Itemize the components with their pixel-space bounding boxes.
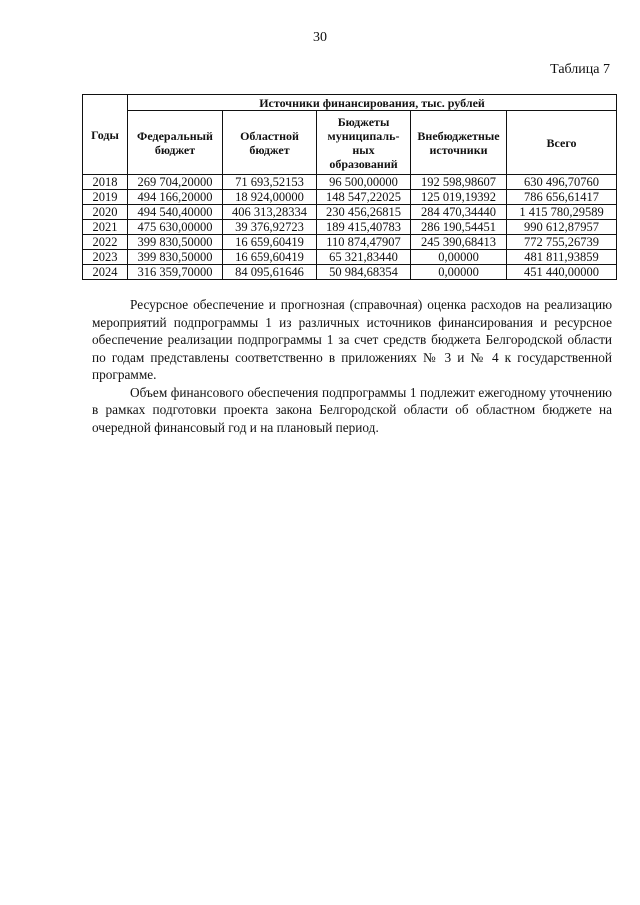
federal-cell: 399 830,50000 xyxy=(128,250,223,265)
year-cell: 2019 xyxy=(83,190,128,205)
regional-cell: 406 313,28334 xyxy=(223,205,317,220)
regional-cell: 18 924,00000 xyxy=(223,190,317,205)
federal-cell: 399 830,50000 xyxy=(128,235,223,250)
year-cell: 2022 xyxy=(83,235,128,250)
federal-cell: 494 166,20000 xyxy=(128,190,223,205)
regional-cell: 39 376,92723 xyxy=(223,220,317,235)
table-row xyxy=(83,220,617,235)
municipal-cell: 65 321,83440 xyxy=(317,250,411,265)
table-row xyxy=(83,205,617,220)
federal-cell: 494 540,40000 xyxy=(128,205,223,220)
regional-cell: 71 693,52153 xyxy=(223,175,317,190)
extrabudget-cell: 192 598,98607 xyxy=(411,175,507,190)
municipal-cell: 50 984,68354 xyxy=(317,265,411,280)
municipal-cell: 148 547,22025 xyxy=(317,190,411,205)
extrabudget-cell: 286 190,54451 xyxy=(411,220,507,235)
column-header-municipal: Бюджеты муниципаль- ных образований xyxy=(317,111,411,175)
federal-cell: 316 359,70000 xyxy=(128,265,223,280)
total-cell: 630 496,70760 xyxy=(507,175,617,190)
extrabudget-cell: 0,00000 xyxy=(411,265,507,280)
total-cell: 451 440,00000 xyxy=(507,265,617,280)
federal-cell: 269 704,20000 xyxy=(128,175,223,190)
table-row xyxy=(83,265,617,280)
extrabudget-cell: 125 019,19392 xyxy=(411,190,507,205)
table-row xyxy=(83,175,617,190)
extrabudget-cell: 0,00000 xyxy=(411,250,507,265)
total-cell: 1 415 780,29589 xyxy=(507,205,617,220)
column-header-total: Всего xyxy=(507,111,617,175)
table-row xyxy=(83,235,617,250)
total-cell: 786 656,61417 xyxy=(507,190,617,205)
paragraph-volume: Объем финансового обеспечения подпрограммы 1 подлежит ежегодному уточнению в рамках подготовки проекта закона Белгородской области об областном бюджете на очередной финансовый год и на плановый период. xyxy=(92,384,612,435)
total-cell: 481 811,93859 xyxy=(507,250,617,265)
column-header-regional: Областной бюджет xyxy=(223,111,317,175)
year-cell: 2021 xyxy=(83,220,128,235)
table-row xyxy=(83,190,617,205)
sources-group-header: Источники финансирования, тыс. рублей xyxy=(128,95,617,111)
federal-cell: 475 630,00000 xyxy=(128,220,223,235)
column-header-federal: Федеральный бюджет xyxy=(128,111,223,175)
regional-cell: 16 659,60419 xyxy=(223,250,317,265)
extrabudget-cell: 245 390,68413 xyxy=(411,235,507,250)
column-header-extrabudget: Внебюджетные источники xyxy=(411,111,507,175)
total-cell: 772 755,26739 xyxy=(507,235,617,250)
table-row xyxy=(83,250,617,265)
year-cell: 2023 xyxy=(83,250,128,265)
regional-cell: 84 095,61646 xyxy=(223,265,317,280)
municipal-cell: 230 456,26815 xyxy=(317,205,411,220)
year-cell: 2018 xyxy=(83,175,128,190)
municipal-cell: 110 874,47907 xyxy=(317,235,411,250)
total-cell: 990 612,87957 xyxy=(507,220,617,235)
year-cell: 2024 xyxy=(83,265,128,280)
municipal-cell: 96 500,00000 xyxy=(317,175,411,190)
regional-cell: 16 659,60419 xyxy=(223,235,317,250)
financing-table xyxy=(82,94,617,280)
municipal-cell: 189 415,40783 xyxy=(317,220,411,235)
years-header: Годы xyxy=(83,95,128,175)
paragraph-resources: Ресурсное обеспечение и прогнозная (справочная) оценка расходов на реализацию мероприятий подпрограммы 1 из различных источников финансирования и ресурсное обеспечение реализации подпрограммы 1 за счет средств бюджета Белгородской области по годам представлены соответственно в приложениях № 3 и № 4 к государственной программе. xyxy=(92,297,612,382)
body-text xyxy=(92,296,612,436)
page-number: 30 xyxy=(313,30,327,45)
table-caption: Таблица 7 xyxy=(550,62,610,77)
extrabudget-cell: 284 470,34440 xyxy=(411,205,507,220)
year-cell: 2020 xyxy=(83,205,128,220)
